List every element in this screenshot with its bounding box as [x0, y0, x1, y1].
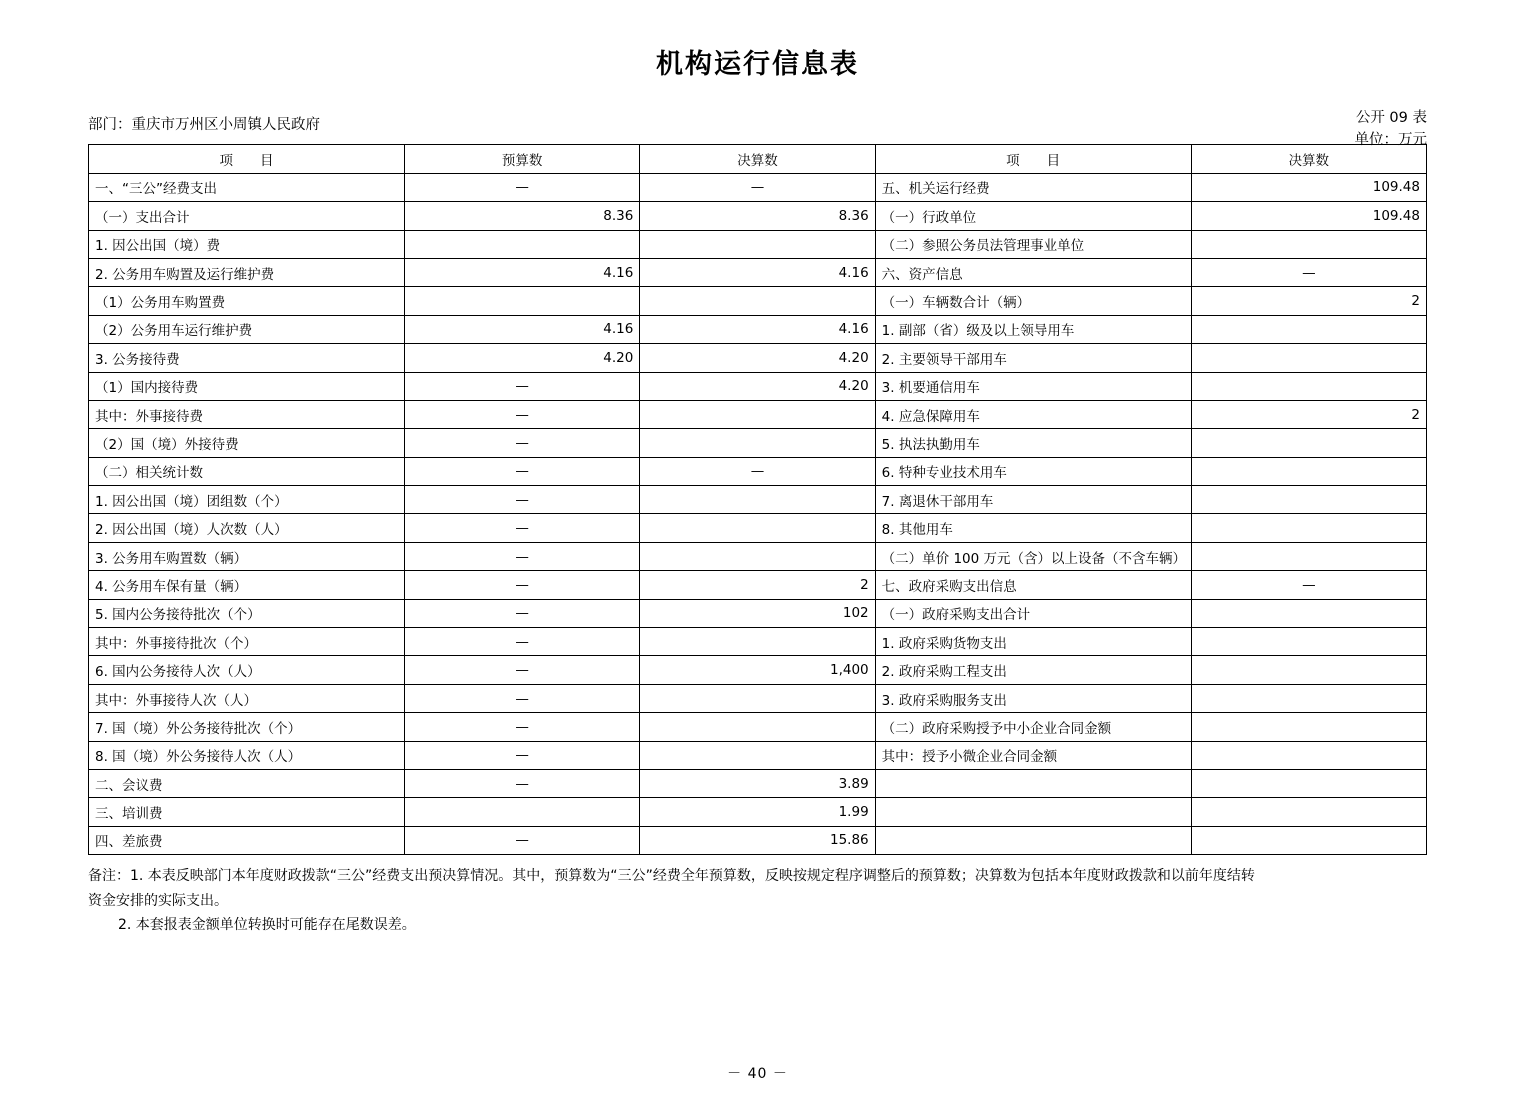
header-budget: 预算数: [404, 145, 639, 173]
table-row: [89, 798, 1427, 826]
row-final-value: [640, 287, 875, 315]
row-right-label: 4. 应急保障用车: [875, 400, 1191, 428]
row-right-label: （二）参照公务员法管理事业单位: [875, 230, 1191, 258]
table-row: [89, 429, 1427, 457]
header-left-item: 项 目: [89, 145, 405, 173]
row-budget-value: —: [404, 542, 639, 570]
row-budget-value: —: [404, 571, 639, 599]
row-final-value: [640, 486, 875, 514]
row-left-label: 8. 国（境）外公务接待人次（人）: [89, 741, 405, 769]
header-right-final: 决算数: [1191, 145, 1426, 173]
row-final-value: [640, 429, 875, 457]
row-budget-value: —: [404, 372, 639, 400]
row-right-final-value: [1191, 486, 1426, 514]
row-budget-value: —: [404, 684, 639, 712]
note-line-1: 备注：1. 本表反映部门本年度财政拨款“三公”经费支出预决算情况。其中，预算数为“三公”经费全年预算数，反映按规定程序调整后的预算数；决算数为包括本年度财政拨款和以前年度结转: [88, 868, 1255, 885]
row-final-value: [640, 514, 875, 542]
row-final-value: 15.86: [640, 826, 875, 854]
row-right-label: 1. 副部（省）级及以上领导用车: [875, 315, 1191, 343]
row-final-value: [640, 741, 875, 769]
row-budget-value: —: [404, 826, 639, 854]
table-row: [89, 741, 1427, 769]
row-final-value: 4.20: [640, 344, 875, 372]
row-right-final-value: [1191, 344, 1426, 372]
row-right-final-value: [1191, 770, 1426, 798]
row-left-label: 其中：外事接待费: [89, 400, 405, 428]
row-right-final-value: [1191, 684, 1426, 712]
row-right-final-value: 2: [1191, 287, 1426, 315]
row-left-label: 三、培训费: [89, 798, 405, 826]
row-budget-value: 4.16: [404, 258, 639, 286]
row-right-final-value: [1191, 628, 1426, 656]
row-left-label: 1. 因公出国（境）团组数（个）: [89, 486, 405, 514]
institution-operation-table: [88, 144, 1427, 855]
row-right-label: 五、机关运行经费: [875, 173, 1191, 201]
row-right-final-value: [1191, 826, 1426, 854]
row-right-final-value: [1191, 713, 1426, 741]
document-page: [0, 42, 1515, 1111]
table-row: [89, 230, 1427, 258]
row-left-label: 其中：外事接待批次（个）: [89, 628, 405, 656]
row-left-label: 3. 公务接待费: [89, 344, 405, 372]
row-final-value: 4.20: [640, 372, 875, 400]
row-right-label: 其中：授予小微企业合同金额: [875, 741, 1191, 769]
table-row: [89, 372, 1427, 400]
row-left-label: 一、“三公”经费支出: [89, 173, 405, 201]
row-final-value: —: [640, 457, 875, 485]
table-body: [89, 173, 1427, 854]
row-right-label: 7. 离退休干部用车: [875, 486, 1191, 514]
row-right-label: （二）政府采购授予中小企业合同金额: [875, 713, 1191, 741]
row-right-label: 1. 政府采购货物支出: [875, 628, 1191, 656]
row-budget-value: 4.16: [404, 315, 639, 343]
table-row: [89, 344, 1427, 372]
table-row: [89, 486, 1427, 514]
row-left-label: 二、会议费: [89, 770, 405, 798]
table-row: [89, 599, 1427, 627]
table-row: [89, 258, 1427, 286]
table-row: [89, 315, 1427, 343]
row-right-label: 2. 主要领导干部用车: [875, 344, 1191, 372]
row-right-final-value: —: [1191, 258, 1426, 286]
row-right-final-value: [1191, 230, 1426, 258]
table-row: [89, 457, 1427, 485]
row-left-label: （2）国（境）外接待费: [89, 429, 405, 457]
row-right-final-value: [1191, 457, 1426, 485]
page-title: 机构运行信息表: [656, 49, 859, 80]
table-row: [89, 684, 1427, 712]
row-right-final-value: —: [1191, 571, 1426, 599]
row-right-label: 七、政府采购支出信息: [875, 571, 1191, 599]
page-number: － 40 －: [727, 1066, 788, 1082]
row-left-label: 6. 国内公务接待人次（人）: [89, 656, 405, 684]
row-final-value: [640, 400, 875, 428]
row-right-label: 六、资产信息: [875, 258, 1191, 286]
row-left-label: （一）支出合计: [89, 202, 405, 230]
row-budget-value: —: [404, 656, 639, 684]
table-notes: [88, 864, 1427, 938]
row-budget-value: —: [404, 457, 639, 485]
row-budget-value: [404, 798, 639, 826]
row-right-final-value: [1191, 798, 1426, 826]
table-row: [89, 542, 1427, 570]
row-right-label: 3. 机要通信用车: [875, 372, 1191, 400]
row-final-value: [640, 230, 875, 258]
row-right-final-value: [1191, 514, 1426, 542]
row-budget-value: —: [404, 400, 639, 428]
header-right-item: 项 目: [875, 145, 1191, 173]
table-row: [89, 514, 1427, 542]
row-left-label: 其中：外事接待人次（人）: [89, 684, 405, 712]
table-row: [89, 400, 1427, 428]
row-final-value: 8.36: [640, 202, 875, 230]
row-left-label: （1）国内接待费: [89, 372, 405, 400]
table-header-row: [89, 145, 1427, 173]
row-left-label: 2. 因公出国（境）人次数（人）: [89, 514, 405, 542]
row-right-label: （二）单价 100 万元（含）以上设备（不含车辆）: [875, 542, 1191, 570]
row-left-label: （1）公务用车购置费: [89, 287, 405, 315]
table-row: [89, 202, 1427, 230]
table-row: [89, 826, 1427, 854]
row-right-final-value: 109.48: [1191, 173, 1426, 201]
row-final-value: [640, 542, 875, 570]
row-budget-value: —: [404, 514, 639, 542]
row-final-value: [640, 628, 875, 656]
row-final-value: 4.16: [640, 315, 875, 343]
row-final-value: 1.99: [640, 798, 875, 826]
row-final-value: 102: [640, 599, 875, 627]
row-final-value: [640, 713, 875, 741]
row-right-final-value: [1191, 372, 1426, 400]
row-final-value: [640, 684, 875, 712]
row-final-value: 2: [640, 571, 875, 599]
row-right-label: [875, 798, 1191, 826]
row-right-label: 5. 执法执勤用车: [875, 429, 1191, 457]
row-left-label: 3. 公务用车购置数（辆）: [89, 542, 405, 570]
row-right-final-value: [1191, 429, 1426, 457]
row-left-label: 7. 国（境）外公务接待批次（个）: [89, 713, 405, 741]
row-right-label: 2. 政府采购工程支出: [875, 656, 1191, 684]
row-budget-value: [404, 230, 639, 258]
row-left-label: 四、差旅费: [89, 826, 405, 854]
row-right-label: （一）行政单位: [875, 202, 1191, 230]
row-budget-value: —: [404, 429, 639, 457]
row-budget-value: —: [404, 486, 639, 514]
note-line-2: 资金安排的实际支出。: [88, 892, 228, 909]
row-budget-value: —: [404, 741, 639, 769]
row-final-value: 4.16: [640, 258, 875, 286]
row-right-label: 3. 政府采购服务支出: [875, 684, 1191, 712]
unit-label: 单位：万元: [1354, 132, 1427, 149]
table-row: [89, 571, 1427, 599]
table-row: [89, 713, 1427, 741]
row-right-label: （一）车辆数合计（辆）: [875, 287, 1191, 315]
table-row: [89, 628, 1427, 656]
form-code: 公开 09 表: [1355, 110, 1427, 126]
row-right-final-value: [1191, 315, 1426, 343]
row-right-final-value: 109.48: [1191, 202, 1426, 230]
row-budget-value: —: [404, 713, 639, 741]
row-right-final-value: [1191, 542, 1426, 570]
row-right-final-value: [1191, 656, 1426, 684]
row-left-label: 4. 公务用车保有量（辆）: [89, 571, 405, 599]
row-left-label: 2. 公务用车购置及运行维护费: [89, 258, 405, 286]
row-budget-value: —: [404, 770, 639, 798]
row-right-label: [875, 770, 1191, 798]
row-left-label: 5. 国内公务接待批次（个）: [89, 599, 405, 627]
row-budget-value: —: [404, 599, 639, 627]
row-right-final-value: [1191, 599, 1426, 627]
table-row: [89, 173, 1427, 201]
row-final-value: 3.89: [640, 770, 875, 798]
table-row: [89, 770, 1427, 798]
header-final: 决算数: [640, 145, 875, 173]
table-row: [89, 656, 1427, 684]
row-final-value: —: [640, 173, 875, 201]
row-budget-value: 4.20: [404, 344, 639, 372]
row-right-label: 8. 其他用车: [875, 514, 1191, 542]
note-line-3: 2. 本套报表金额单位转换时可能存在尾数误差。: [118, 917, 416, 934]
row-right-final-value: [1191, 741, 1426, 769]
row-budget-value: [404, 287, 639, 315]
row-budget-value: 8.36: [404, 202, 639, 230]
table-row: [89, 287, 1427, 315]
row-budget-value: —: [404, 173, 639, 201]
row-right-label: （一）政府采购支出合计: [875, 599, 1191, 627]
row-right-label: 6. 特种专业技术用车: [875, 457, 1191, 485]
row-left-label: （二）相关统计数: [89, 457, 405, 485]
department-label: 部门：重庆市万州区小周镇人民政府: [88, 116, 320, 133]
row-right-label: [875, 826, 1191, 854]
row-right-final-value: 2: [1191, 400, 1426, 428]
row-final-value: 1,400: [640, 656, 875, 684]
row-budget-value: —: [404, 628, 639, 656]
row-left-label: 1. 因公出国（境）费: [89, 230, 405, 258]
row-left-label: （2）公务用车运行维护费: [89, 315, 405, 343]
